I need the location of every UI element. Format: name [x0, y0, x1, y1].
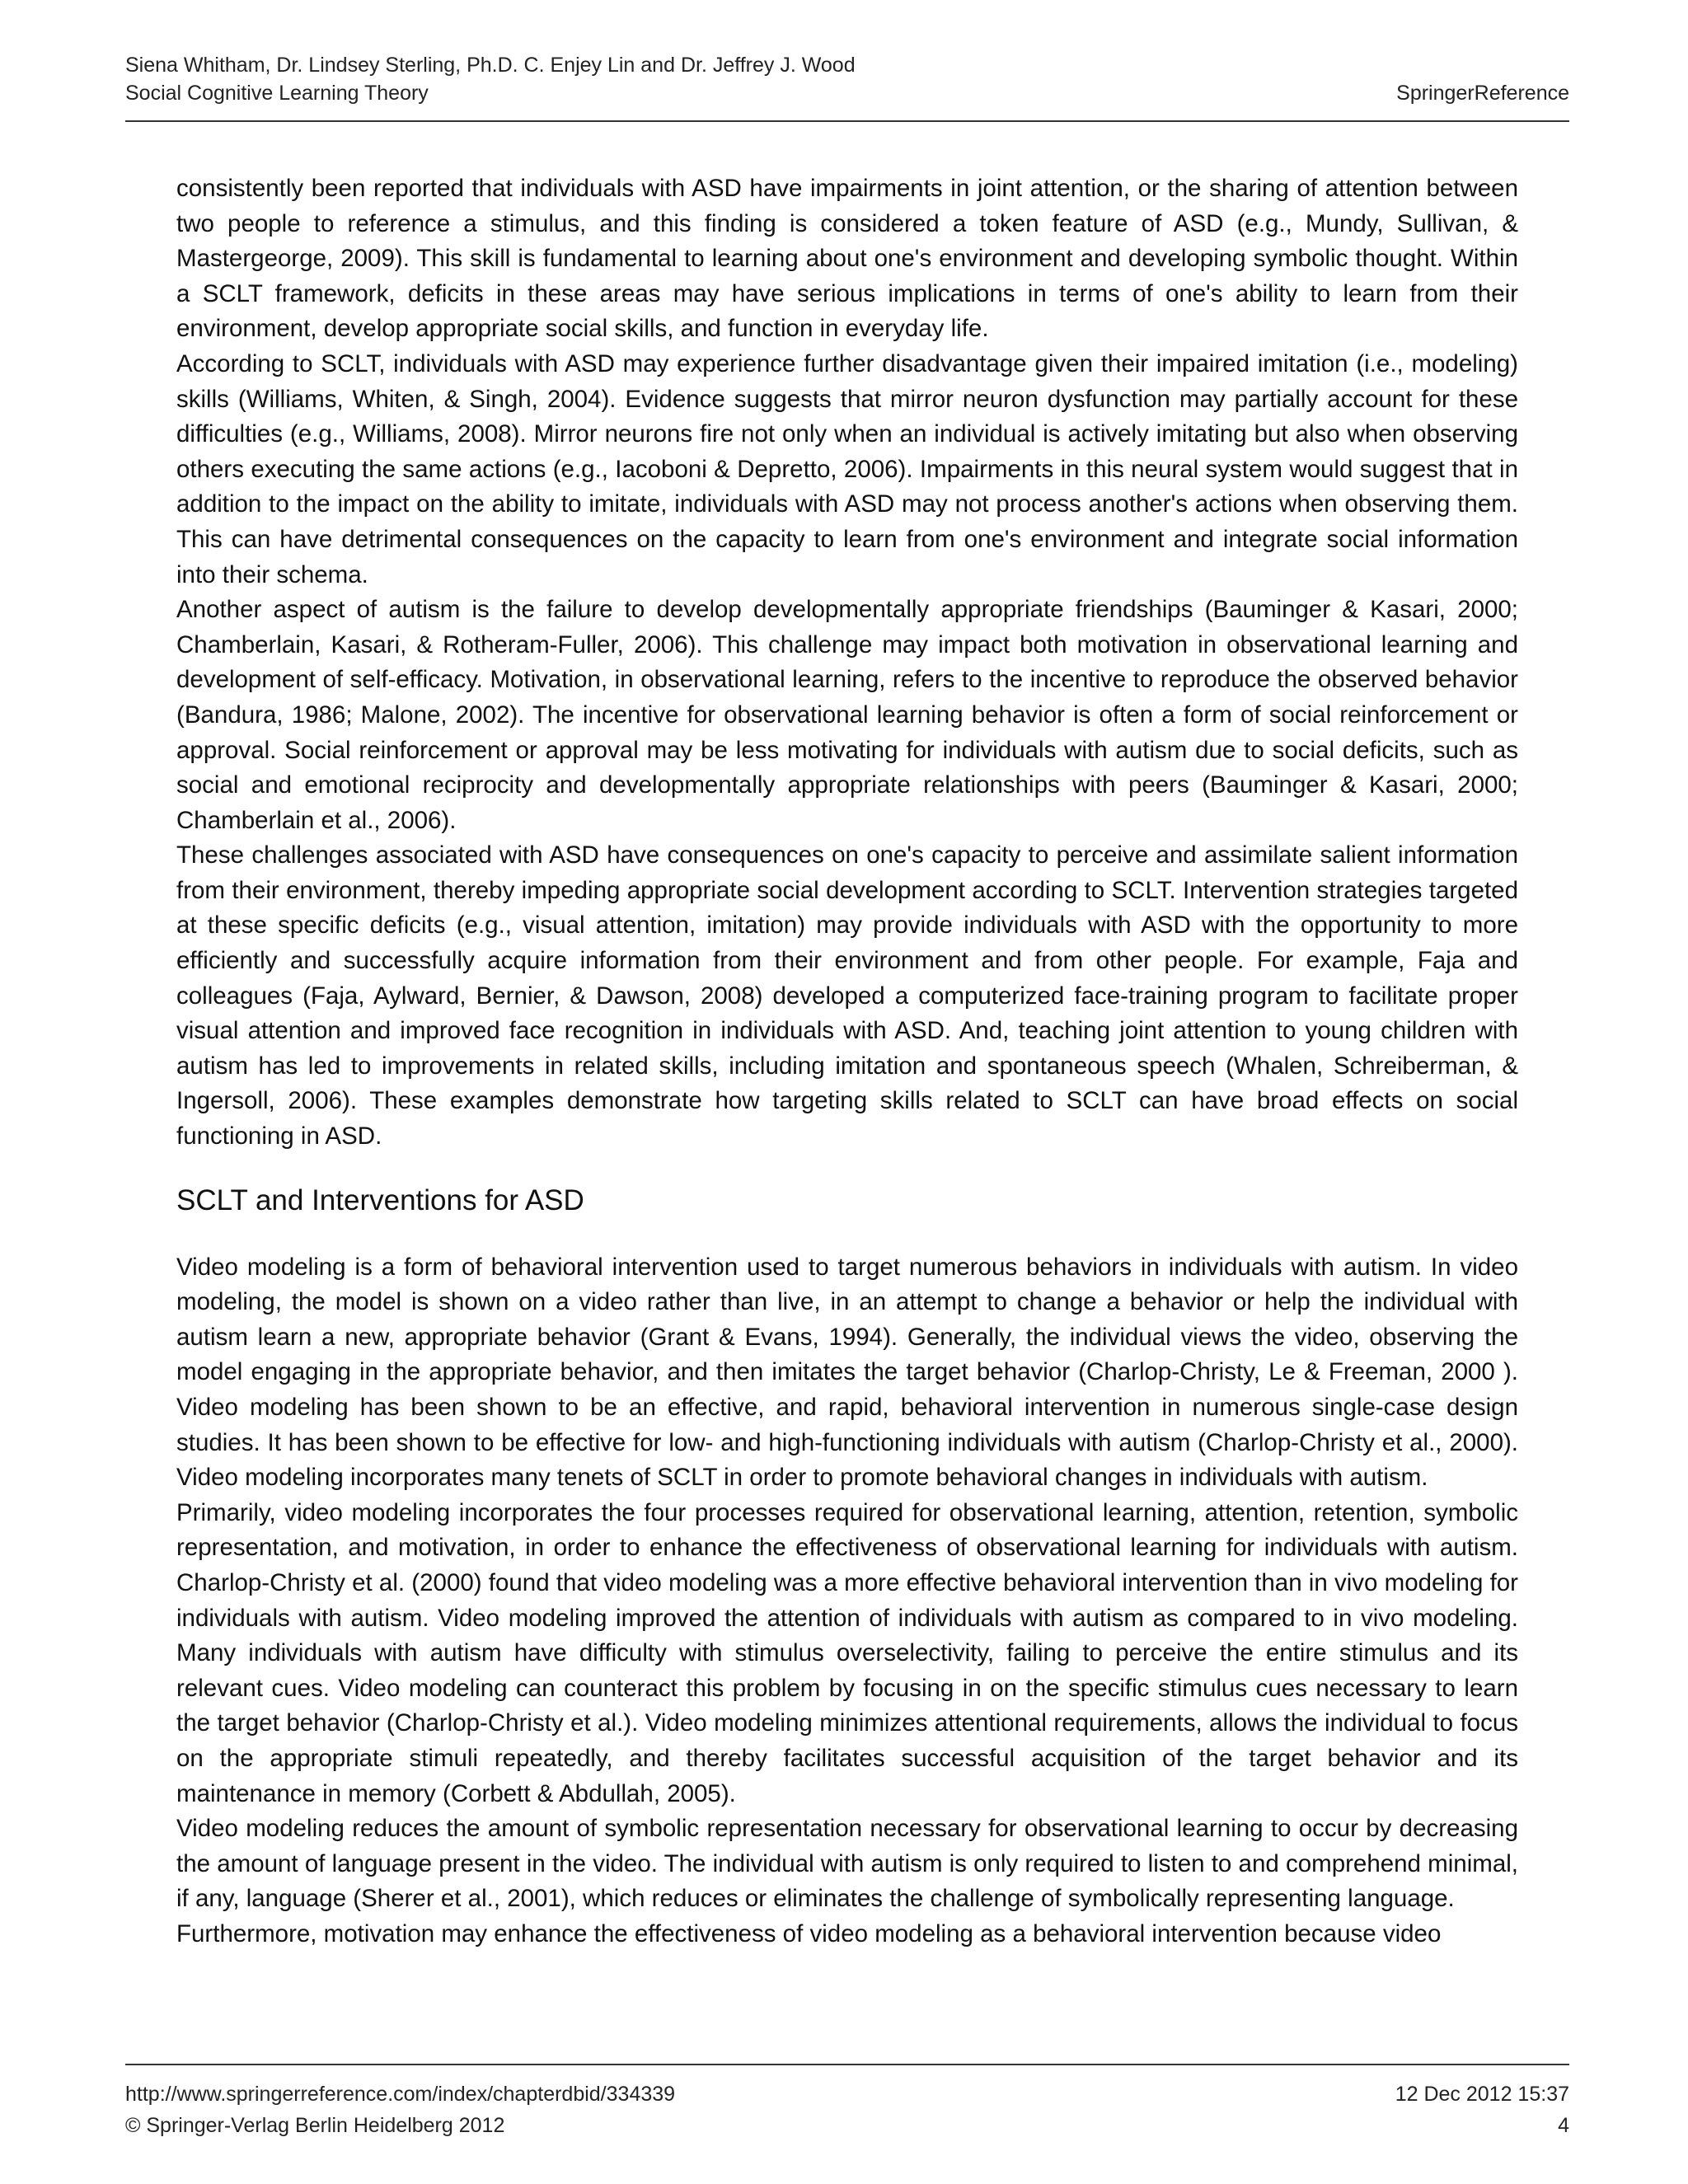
header-publisher: SpringerReference [1396, 82, 1569, 105]
page-number: 4 [1558, 2114, 1569, 2137]
body-paragraph: Video modeling reduces the amount of symbolic representation necessary for observational learning to occur by decreasing the amount of language present in the video. The individual with autism is only required to listen to and comprehend minimal, if any, language (Sherer et al., 2001), which reduces or eliminates the challenge of symbolically representing language. [176, 1815, 1518, 1913]
body-paragraph: Video modeling is a form of behavioral intervention used to target numerous behaviors in individuals with autism. In video modeling, the model is shown on a video rather than live, in an attempt to change a behavior or help the individual with autism learn a new, appropriate behavior (Grant & Evans, 1994). Generally, the individual views the video, observing the model engaging in the appropriate behavior, and then imitates the target behavior (Charlop-Christy, Le & Freeman, 2000 ). Video modeling has been shown to be an effective, and rapid, behavioral intervention in numerous single-case design studies. It has been shown to be effective for low- and high-functioning individuals with autism (Charlop-Christy et al., 2000). Video modeling incorporates many tenets of SCLT in order to promote behavioral changes in individuals with autism. [176, 1253, 1518, 1492]
body-paragraph: Primarily, video modeling incorporates the four processes required for observational learning, attention, retention, symbolic representation, and motivation, in order to enhance the effectiveness of observational learning for individuals with autism. Charlop-Christy et al. (2000) found that video modeling was a more effective behavioral intervention than in vivo modeling for individuals with autism. Video modeling improved the attention of individuals with autism as compared to in vivo modeling. Many individuals with autism have difficulty with stimulus overselectivity, failing to perceive the entire stimulus and its relevant cues. Video modeling can counteract this problem by focusing in on the specific stimulus cues necessary to learn the target behavior (Charlop-Christy et al.). Video modeling minimizes attentional requirements, allows the individual to focus on the appropriate stimuli repeatedly, and thereby facilitates successful acquisition of the target behavior and its maintenance in memory (Corbett & Abdullah, 2005). [176, 1498, 1518, 1807]
footer-datetime: 12 Dec 2012 15:37 [1395, 2083, 1569, 2106]
footer-url-link[interactable]: http://www.springerreference.com/index/chapterdbid/334339 [125, 2083, 676, 2106]
body-paragraph: Furthermore, motivation may enhance the effectiveness of video modeling as a behavioral intervention because video [176, 1919, 1442, 1947]
body-paragraph: According to SCLT, individuals with ASD may experience further disadvantage given their impaired imitation (i.e., modeling) skills (Williams, Whiten, & Singh, 2004). Evidence suggests that mirror neuron dysfunction may partially account for these difficulties (e.g., Williams, 2008). Mirror neurons fire not only when an individual is actively imitating but also when observing others executing the same actions (e.g., Iacoboni & Depretto, 2006). Impairments in this neural system would suggest that in addition to the impact on the ability to imitate, individuals with ASD may not process another's actions when observing them. This can have detrimental consequences on the capacity to learn from one's environment and integrate social information into their schema. [176, 349, 1518, 588]
section-heading: SCLT and Interventions for ASD [176, 1183, 584, 1216]
footer-row-2 [125, 2110, 1569, 2141]
body-paragraph: These challenges associated with ASD have consequences on one's capacity to perceive and assimilate salient information from their environment, thereby impeding appropriate social development according to SCLT. Intervention strategies targeted at these specific deficits (e.g., visual attention, imitation) may provide individuals with ASD with the opportunity to more efficiently and successfully acquire information from their environment and from other people. For example, Faja and colleagues (Faja, Aylward, Bernier, & Dawson, 2008) developed a computerized face-training program to facilitate proper visual attention and improved face recognition in individuals with ASD. And, teaching joint attention to young children with autism has led to improvements in related skills, including imitation and spontaneous speech (Whalen, Schreiberman, & Ingersoll, 2006). These examples demonstrate how targeting skills related to SCLT can have broad effects on social functioning in ASD. [176, 841, 1518, 1151]
header-row-authors [125, 51, 1569, 79]
page-footer [125, 2079, 1569, 2141]
footer-row-1 [125, 2079, 1569, 2110]
header-chapter-title: Social Cognitive Learning Theory [125, 82, 429, 105]
footer-divider [125, 2064, 1569, 2065]
body-paragraph: Another aspect of autism is the failure to develop developmentally appropriate friendships (Bauminger & Kasari, 2000; Chamberlain, Kasari, & Rotheram-Fuller, 2006). This challenge may impact both motivation in observational learning and development of self-efficacy. Motivation, in observational learning, refers to the incentive to reproduce the observed behavior (Bandura, 1986; Malone, 2002). The incentive for observational learning behavior is often a form of social reinforcement or approval. Social reinforcement or approval may be less motivating for individuals with autism due to social deficits, such as social and emotional reciprocity and developmentally appropriate relationships with peers (Bauminger & Kasari, 2000; Chamberlain et al., 2006). [176, 596, 1518, 834]
footer-copyright: © Springer-Verlag Berlin Heidelberg 2012 [125, 2114, 505, 2137]
body-paragraph: consistently been reported that individuals with ASD have impairments in joint attention, or the sharing of attention between two people to reference a stimulus, and this finding is considered a token feature of ASD (e.g., Mundy, Sullivan, & Mastergeorge, 2009). This skill is fundamental to learning about one's environment and developing symbolic thought. Within a SCLT framework, deficits in these areas may have serious implications in terms of one's ability to learn from their environment, develop appropriate social skills, and function in everyday life. [176, 175, 1518, 343]
header-row-title [125, 79, 1569, 107]
page-header [125, 51, 1569, 107]
header-divider [125, 120, 1569, 122]
page-body [176, 171, 1518, 1952]
header-authors: Siena Whitham, Dr. Lindsey Sterling, Ph.D. C. Enjey Lin and Dr. Jeffrey J. Wood [125, 54, 856, 77]
